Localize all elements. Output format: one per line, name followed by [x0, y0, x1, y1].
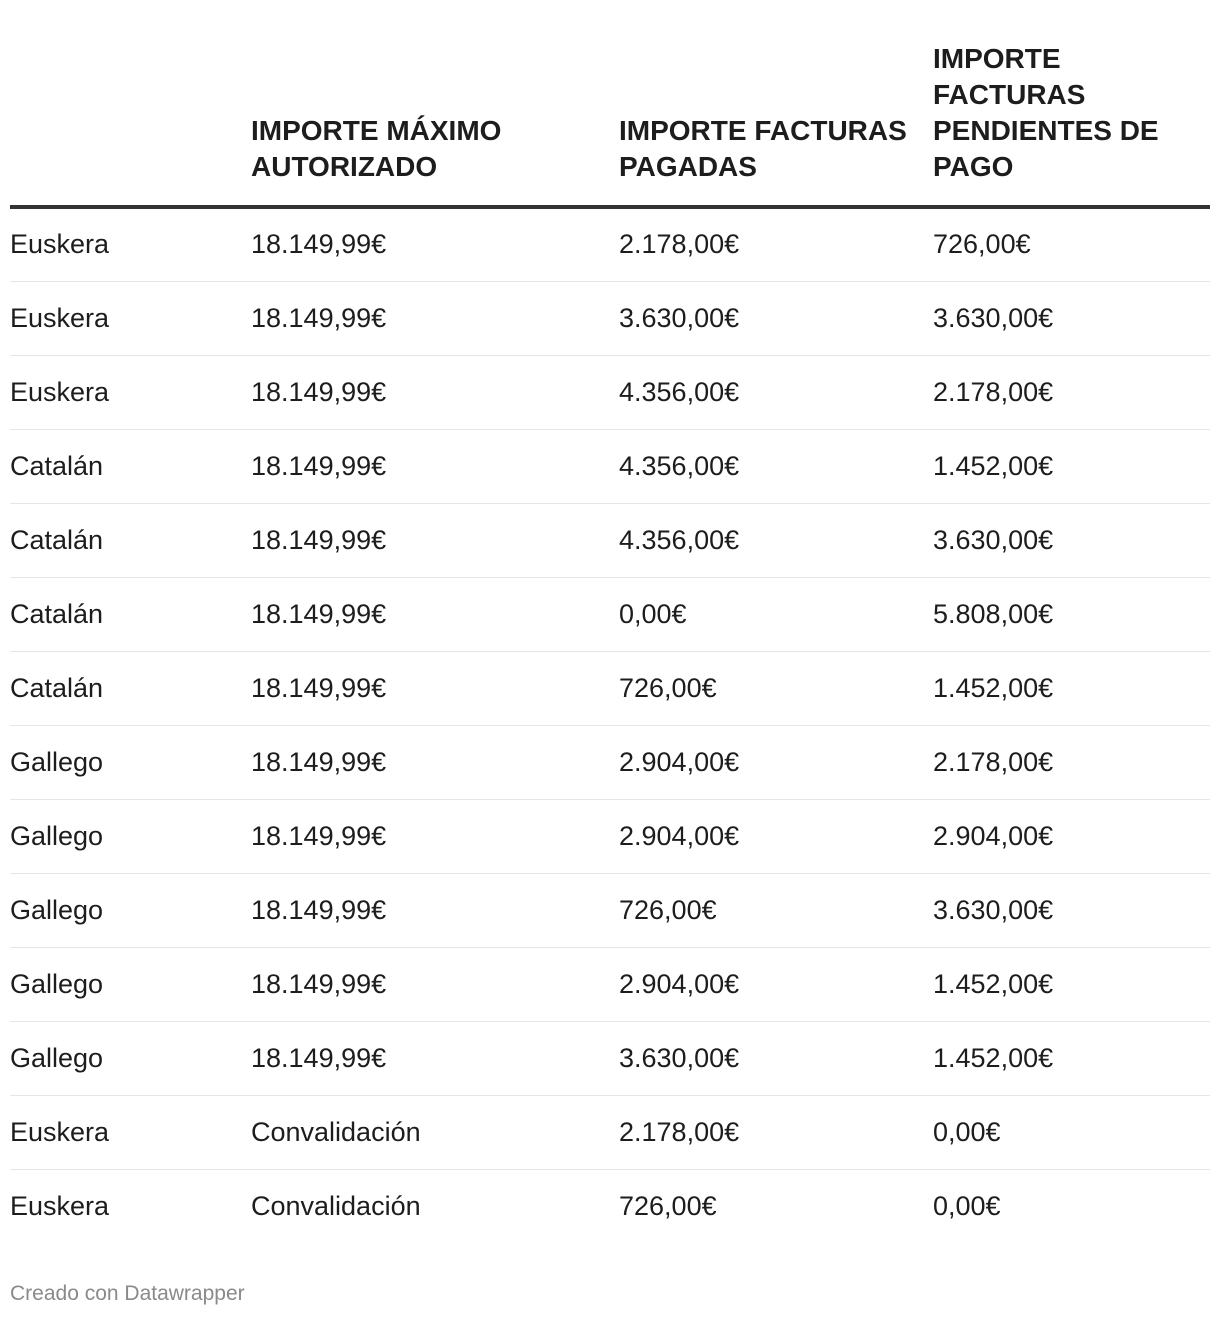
table-body — [10, 207, 1210, 1243]
cell-max-amount: Convalidación — [251, 1095, 619, 1169]
cell-max-amount: 18.149,99€ — [251, 873, 619, 947]
cell-paid-amount: 0,00€ — [619, 577, 933, 651]
cell-pending-amount: 3.630,00€ — [933, 281, 1210, 355]
table-row — [10, 725, 1210, 799]
cell-paid-amount: 4.356,00€ — [619, 503, 933, 577]
table-row — [10, 651, 1210, 725]
column-header-max-amount: IMPORTE MÁXIMO AUTORIZADO — [251, 0, 619, 207]
cell-max-amount: 18.149,99€ — [251, 1021, 619, 1095]
cell-paid-amount: 2.178,00€ — [619, 207, 933, 281]
cell-paid-amount: 4.356,00€ — [619, 355, 933, 429]
cell-pending-amount: 3.630,00€ — [933, 503, 1210, 577]
table-row — [10, 281, 1210, 355]
table-row — [10, 207, 1210, 281]
cell-pending-amount: 0,00€ — [933, 1095, 1210, 1169]
cell-language: Gallego — [10, 799, 251, 873]
cell-language: Catalán — [10, 651, 251, 725]
cell-language: Euskera — [10, 355, 251, 429]
cell-language: Gallego — [10, 1021, 251, 1095]
cell-max-amount: 18.149,99€ — [251, 577, 619, 651]
cell-paid-amount: 2.178,00€ — [619, 1095, 933, 1169]
table-row — [10, 1095, 1210, 1169]
cell-language: Euskera — [10, 1095, 251, 1169]
column-header-pending-invoices: IMPORTE FACTURAS PENDIENTES DE PAGO — [933, 0, 1210, 207]
cell-paid-amount: 2.904,00€ — [619, 799, 933, 873]
cell-language: Gallego — [10, 873, 251, 947]
cell-max-amount: 18.149,99€ — [251, 503, 619, 577]
column-header-paid-invoices: IMPORTE FACTURAS PAGADAS — [619, 0, 933, 207]
cell-language: Euskera — [10, 1190, 110, 1221]
table-row — [10, 873, 1210, 947]
cell-max-amount: 18.149,99€ — [251, 947, 619, 1021]
cell-language: Catalán — [10, 577, 251, 651]
cell-max-amount: 18.149,99€ — [251, 207, 619, 281]
cell-paid-amount: 726,00€ — [619, 873, 933, 947]
data-table-container — [10, 0, 1210, 1243]
cell-pending-amount: 1.452,00€ — [933, 429, 1210, 503]
table-row — [10, 1021, 1210, 1095]
cell-language: Euskera — [10, 281, 251, 355]
cell-max-amount: 18.149,99€ — [251, 651, 619, 725]
cell-max-amount: 18.149,99€ — [251, 799, 619, 873]
table-row — [10, 947, 1210, 1021]
cell-paid-amount: 2.904,00€ — [619, 947, 933, 1021]
cell-pending-amount: 1.452,00€ — [933, 651, 1210, 725]
cell-max-amount: 18.149,99€ — [251, 725, 619, 799]
cell-pending-amount: 5.808,00€ — [933, 577, 1210, 651]
cell-max-amount: 18.149,99€ — [251, 429, 619, 503]
header-row — [10, 0, 1210, 207]
cell-pending-amount: 726,00€ — [933, 207, 1210, 281]
datawrapper-credit: Creado con Datawrapper — [10, 1282, 245, 1305]
cell-pending-amount: 1.452,00€ — [933, 947, 1210, 1021]
cell-language: Catalán — [10, 429, 251, 503]
cell-language: Gallego — [10, 947, 251, 1021]
cell-pending-amount: 1.452,00€ — [933, 1021, 1210, 1095]
table-row — [10, 503, 1210, 577]
cell-language: Catalán — [10, 503, 251, 577]
cell-max-amount: 18.149,99€ — [251, 281, 619, 355]
cell-pending-amount: 2.178,00€ — [933, 725, 1210, 799]
cell-paid-amount: 726,00€ — [619, 651, 933, 725]
cell-pending-amount: 0,00€ — [933, 1190, 1001, 1221]
table-row — [10, 799, 1210, 873]
cell-paid-amount: 4.356,00€ — [619, 429, 933, 503]
cell-paid-amount: 3.630,00€ — [619, 1021, 933, 1095]
cell-paid-amount: 2.904,00€ — [619, 725, 933, 799]
cell-max-amount: Convalidación — [251, 1190, 421, 1221]
table-row — [10, 577, 1210, 651]
data-table — [10, 0, 1210, 1243]
cell-paid-amount: 3.630,00€ — [619, 281, 933, 355]
column-header-language — [10, 0, 251, 207]
cell-paid-amount: 726,00€ — [619, 1190, 717, 1221]
table-row — [10, 429, 1210, 503]
cell-pending-amount: 2.178,00€ — [933, 355, 1210, 429]
table-row — [10, 1169, 1210, 1243]
table-row — [10, 355, 1210, 429]
cell-pending-amount: 2.904,00€ — [933, 799, 1210, 873]
cell-pending-amount: 3.630,00€ — [933, 873, 1210, 947]
cell-language: Euskera — [10, 207, 251, 281]
cell-language: Gallego — [10, 725, 251, 799]
cell-max-amount: 18.149,99€ — [251, 355, 619, 429]
